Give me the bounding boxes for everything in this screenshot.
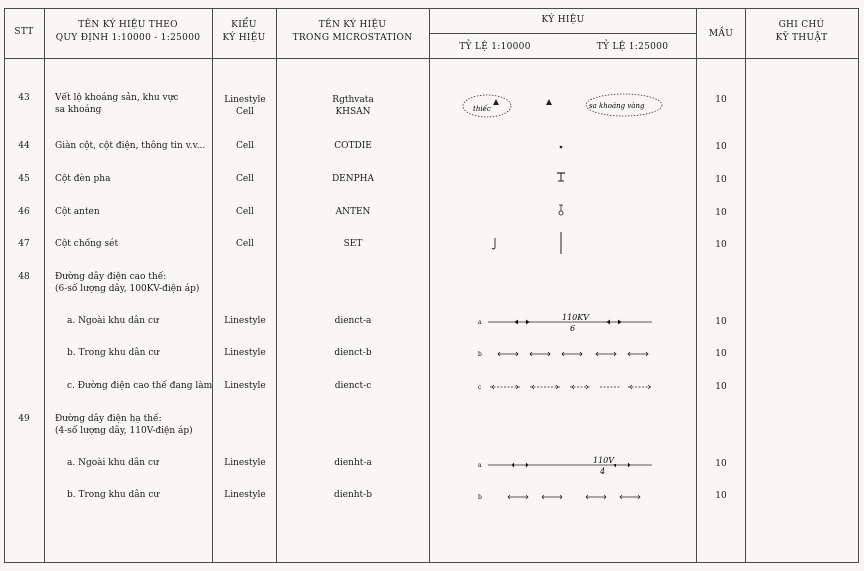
row-name: Cột anten bbox=[55, 207, 100, 217]
voltage-label: 110KV bbox=[562, 313, 590, 322]
row-type: Linestyle bbox=[224, 348, 266, 358]
header-ms-line1: TÊN KÝ HIỆU bbox=[318, 20, 387, 30]
line-letter: b bbox=[478, 494, 482, 501]
header-stt: STT bbox=[14, 27, 34, 37]
row-ms: dienct-c bbox=[334, 381, 372, 391]
row-name-line1: Đường dây điện cao thế: bbox=[55, 272, 167, 282]
row-ms: ANTEN bbox=[335, 207, 371, 217]
header-mau: MẦU bbox=[708, 29, 734, 39]
header-scale-10000: TỶ LỆ 1:10000 bbox=[459, 42, 531, 52]
header-ms bbox=[276, 19, 429, 45]
line-letter: b bbox=[478, 351, 482, 358]
row-name-line2: (4-số lượng dây, 110V-điện áp) bbox=[55, 426, 193, 436]
row-stt: 49 bbox=[18, 414, 30, 424]
column-divider bbox=[745, 8, 746, 563]
row-name bbox=[55, 271, 210, 295]
column-divider bbox=[212, 8, 213, 563]
row-mau: 10 bbox=[715, 459, 727, 469]
floodlight-symbol bbox=[430, 170, 696, 186]
row-mau: 10 bbox=[715, 317, 727, 327]
column-divider bbox=[276, 8, 277, 563]
line-letter: a bbox=[478, 462, 482, 469]
row-type-line1: Linestyle bbox=[224, 95, 266, 105]
row-ms-line2: KHSAN bbox=[335, 107, 371, 117]
row-ms: COTDIE bbox=[334, 141, 372, 151]
row-ms: dienct-b bbox=[334, 348, 372, 358]
triangle-icon bbox=[493, 99, 499, 105]
column-divider bbox=[44, 8, 45, 563]
symbol-label-left: thiếc bbox=[473, 105, 491, 113]
row-mau: 10 bbox=[715, 240, 727, 250]
header-name-line2: QUY ĐỊNH 1:10000 - 1:25000 bbox=[55, 33, 201, 43]
header-symbol: KÝ HIỆU bbox=[541, 15, 585, 25]
table-bottom-border bbox=[4, 562, 859, 563]
header-note-line2: KỸ THUẬT bbox=[775, 33, 828, 43]
row-name bbox=[55, 413, 210, 437]
lv-line-outside-symbol bbox=[430, 451, 696, 477]
row-stt: 45 bbox=[18, 174, 30, 184]
row-type: Linestyle bbox=[224, 458, 266, 468]
row-ms: dienht-a bbox=[334, 458, 372, 468]
wire-count-label: 6 bbox=[570, 324, 576, 333]
row-ms: SET bbox=[343, 239, 363, 249]
row-name-line1: Đường dây điện hạ thế: bbox=[55, 414, 162, 424]
row-mau: 10 bbox=[715, 349, 727, 359]
row-mau: 10 bbox=[715, 491, 727, 501]
row-mau: 10 bbox=[715, 95, 727, 105]
row-type: Linestyle bbox=[224, 381, 266, 391]
row-stt: 43 bbox=[18, 93, 30, 103]
power-pole-symbol bbox=[430, 138, 696, 154]
row-ms-line1: Rgthvata bbox=[332, 95, 374, 105]
row-mau: 10 bbox=[715, 175, 727, 185]
row-ms: dienht-b bbox=[334, 490, 372, 500]
symbol-label-right: sa khoáng vàng bbox=[589, 102, 645, 110]
line-letter: a bbox=[478, 319, 482, 326]
table-top-border bbox=[4, 8, 859, 9]
row-name: c. Đường điện cao thế đang làm bbox=[67, 381, 213, 391]
row-ms bbox=[277, 94, 429, 118]
header-type-line2: KÝ HIỆU bbox=[222, 33, 266, 43]
header-ms-line2: TRONG MICROSTATION bbox=[292, 33, 413, 43]
row-name: Giàn cột, cột điện, thông tin v.v... bbox=[55, 141, 206, 151]
row-type-line2: Cell bbox=[236, 107, 254, 117]
hv-line-inside-symbol bbox=[430, 346, 696, 360]
lightning-rod-symbol bbox=[430, 230, 696, 258]
row-ms: DENPHA bbox=[331, 174, 375, 184]
row-name-line2: (6-số lượng dây, 100KV-điện áp) bbox=[55, 284, 200, 294]
header-type-line1: KIỂU bbox=[231, 20, 257, 30]
lv-line-inside-symbol bbox=[430, 489, 696, 503]
row-type: Linestyle bbox=[224, 490, 266, 500]
voltage-label: 110V bbox=[593, 456, 615, 465]
row-name: Vết lộ khoáng sản, khu vực sa khoáng bbox=[55, 93, 179, 115]
row-type: Cell bbox=[236, 207, 254, 217]
header-type bbox=[212, 19, 276, 45]
header-scale-25000: TỶ LỆ 1:25000 bbox=[596, 42, 669, 52]
row-name: a. Ngoài khu dân cư bbox=[67, 316, 159, 326]
header-name bbox=[44, 19, 212, 45]
row-mau: 10 bbox=[715, 142, 727, 152]
header-note-line1: GHI CHÚ bbox=[778, 20, 825, 30]
row-stt: 44 bbox=[18, 141, 30, 151]
hv-line-construction-symbol bbox=[430, 379, 696, 393]
row-name: b. Trong khu dân cư bbox=[67, 490, 160, 500]
row-type: Cell bbox=[236, 239, 254, 249]
row-name: Cột đèn pha bbox=[55, 174, 111, 184]
row-name: b. Trong khu dân cư bbox=[67, 348, 160, 358]
row-stt: 46 bbox=[18, 207, 30, 217]
row-type: Linestyle bbox=[224, 316, 266, 326]
row-type: Cell bbox=[236, 141, 254, 151]
row-stt: 48 bbox=[18, 272, 30, 282]
header-bottom-border bbox=[4, 58, 859, 59]
row-type bbox=[214, 94, 276, 118]
triangle-icon bbox=[546, 99, 552, 105]
row-name: a. Ngoài khu dân cư bbox=[67, 458, 159, 468]
column-divider bbox=[696, 8, 697, 563]
hv-line-outside-symbol bbox=[430, 308, 696, 334]
mineral-outcrop-symbol bbox=[430, 88, 696, 124]
row-stt: 47 bbox=[18, 239, 30, 249]
antenna-symbol bbox=[430, 203, 696, 219]
row-name: Cột chống sét bbox=[55, 239, 119, 249]
wire-count-label: 4 bbox=[600, 467, 606, 476]
row-mau: 10 bbox=[715, 208, 727, 218]
row-type: Cell bbox=[236, 174, 254, 184]
column-divider bbox=[858, 8, 859, 563]
header-note bbox=[745, 19, 858, 45]
row-ms: dienct-a bbox=[334, 316, 372, 326]
line-letter: c bbox=[478, 384, 482, 391]
row-mau: 10 bbox=[715, 382, 727, 392]
symbol-header-divider bbox=[429, 33, 697, 34]
header-name-line1: TÊN KÝ HIỆU THEO bbox=[78, 20, 178, 30]
